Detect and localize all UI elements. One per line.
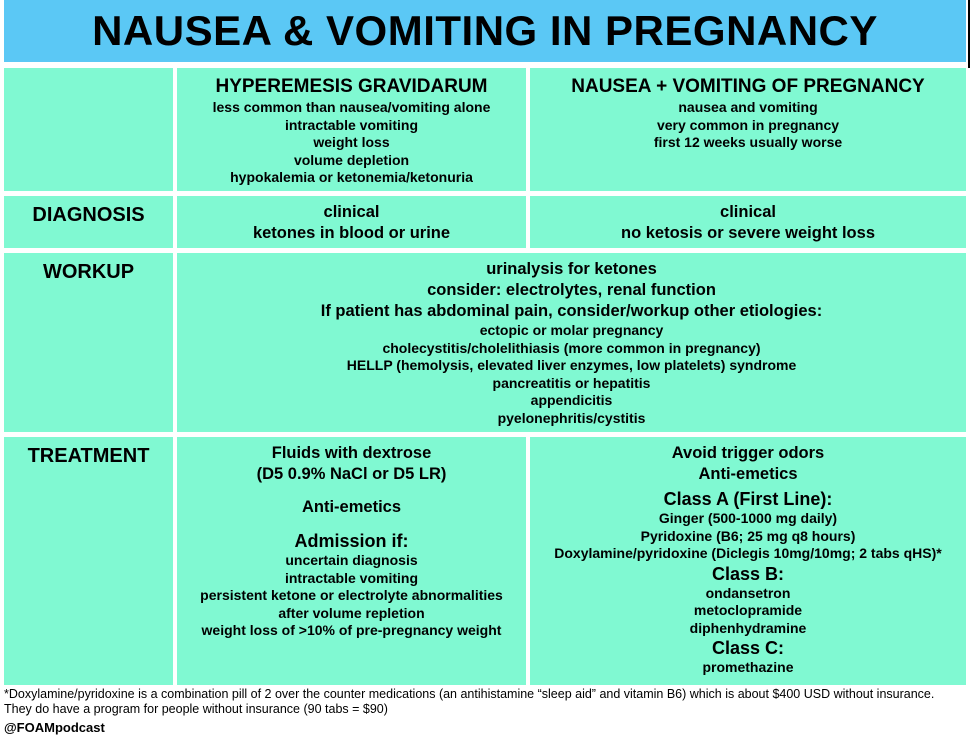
hg-features xyxy=(177,99,526,187)
list-item: consider: electrolytes, renal function xyxy=(427,281,716,299)
nvp-heading: NAUSEA + VOMITING OF PREGNANCY xyxy=(571,76,925,97)
hg-diagnosis-cell xyxy=(177,196,526,248)
list-item: uncertain diagnosis xyxy=(285,552,418,568)
nvp-header-cell xyxy=(530,68,966,191)
title-banner xyxy=(4,0,966,62)
list-item: less common than nausea/vomiting alone xyxy=(212,99,491,115)
diagnosis-label-cell xyxy=(4,196,173,248)
nvp-features xyxy=(530,99,966,152)
admission-list xyxy=(177,552,526,640)
admission-heading: Admission if: xyxy=(294,531,409,551)
page-title: NAUSEA & VOMITING IN PREGNANCY xyxy=(92,7,878,54)
list-item: metoclopramide xyxy=(693,602,803,618)
class-c-list xyxy=(530,659,966,677)
list-item: Anti-emetics xyxy=(698,465,798,483)
class-b-heading: Class B: xyxy=(711,563,785,584)
list-item: weight loss of >10% of pre-pregnancy weight xyxy=(201,622,502,638)
treatment-label: TREATMENT xyxy=(27,445,150,467)
list-item: urinalysis for ketones xyxy=(486,260,657,278)
list-item: pyelonephritis/cystitis xyxy=(497,409,646,426)
list-item: Fluids with dextrose xyxy=(271,444,432,462)
author-handle: @FOAMpodcast xyxy=(4,720,105,735)
footnote: *Doxylamine/pyridoxine is a combination pill of 2 over the counter medications (an antihistamine “sleep aid” and vitamin B6) which is about $400 USD without insurance. They do have a program for people without insurance (90 tabs = $90) xyxy=(4,687,935,716)
list-item: cholecystitis/cholelithiasis (more common in pregnancy) xyxy=(382,339,761,356)
treatment-label-cell xyxy=(4,437,173,685)
list-item: weight loss xyxy=(313,134,390,150)
list-item: ondansetron xyxy=(705,584,791,601)
hg-antiemetics: Anti-emetics xyxy=(301,498,402,516)
workup-label: WORKUP xyxy=(42,261,135,283)
nvp-treatment-cell xyxy=(530,437,966,685)
list-item: Ginger (500-1000 mg daily) xyxy=(658,510,838,526)
nvp-diagnosis-cell xyxy=(530,196,966,248)
header-label-cell xyxy=(4,68,173,191)
list-item: intractable vomiting xyxy=(284,116,419,133)
list-item: promethazine xyxy=(702,659,794,675)
list-item: volume depletion xyxy=(293,151,410,168)
list-item: appendicitis xyxy=(530,392,613,408)
list-item: intractable vomiting xyxy=(284,569,419,586)
workup-cell xyxy=(177,253,966,432)
list-item: (D5 0.9% NaCl or D5 LR) xyxy=(256,465,447,483)
list-item: pancreatitis or hepatitis xyxy=(492,374,651,391)
list-item: nausea and vomiting xyxy=(678,99,818,115)
class-b-list xyxy=(530,585,966,638)
hg-header-cell xyxy=(177,68,526,191)
list-item: ketones in blood or urine xyxy=(252,224,451,242)
list-item: persistent ketone or electrolyte abnormalities xyxy=(200,587,503,603)
list-item: first 12 weeks usually worse xyxy=(653,134,843,150)
diagnosis-label: DIAGNOSIS xyxy=(32,204,145,226)
list-item: Avoid trigger odors xyxy=(671,444,825,462)
hg-treatment-cell xyxy=(177,437,526,685)
list-item: very common in pregnancy xyxy=(656,116,840,133)
list-item: hypokalemia or ketonemia/ketonuria xyxy=(230,169,473,185)
etiology-list xyxy=(177,322,966,427)
workup-label-cell xyxy=(4,253,173,432)
list-item: no ketosis or severe weight loss xyxy=(620,224,875,242)
list-item: clinical xyxy=(323,203,380,221)
class-a-list xyxy=(530,510,966,563)
list-item: Doxylamine/pyridoxine (Diclegis 10mg/10mg; 2 tabs qHS)* xyxy=(554,545,942,561)
hg-heading: HYPEREMESIS GRAVIDARUM xyxy=(215,76,488,97)
list-item: If patient has abdominal pain, consider/workup other etiologies: xyxy=(320,302,823,320)
list-item: Pyridoxine (B6; 25 mg q8 hours) xyxy=(640,527,856,544)
class-a-heading: Class A (First Line): xyxy=(663,489,833,509)
list-item: HELLP (hemolysis, elevated liver enzymes, low platelets) syndrome xyxy=(346,357,797,373)
list-item: diphenhydramine xyxy=(689,619,807,636)
class-c-heading: Class C: xyxy=(711,638,785,658)
list-item: ectopic or molar pregnancy xyxy=(479,322,664,338)
list-item: after volume repletion xyxy=(278,604,425,621)
list-item: clinical xyxy=(720,203,776,221)
